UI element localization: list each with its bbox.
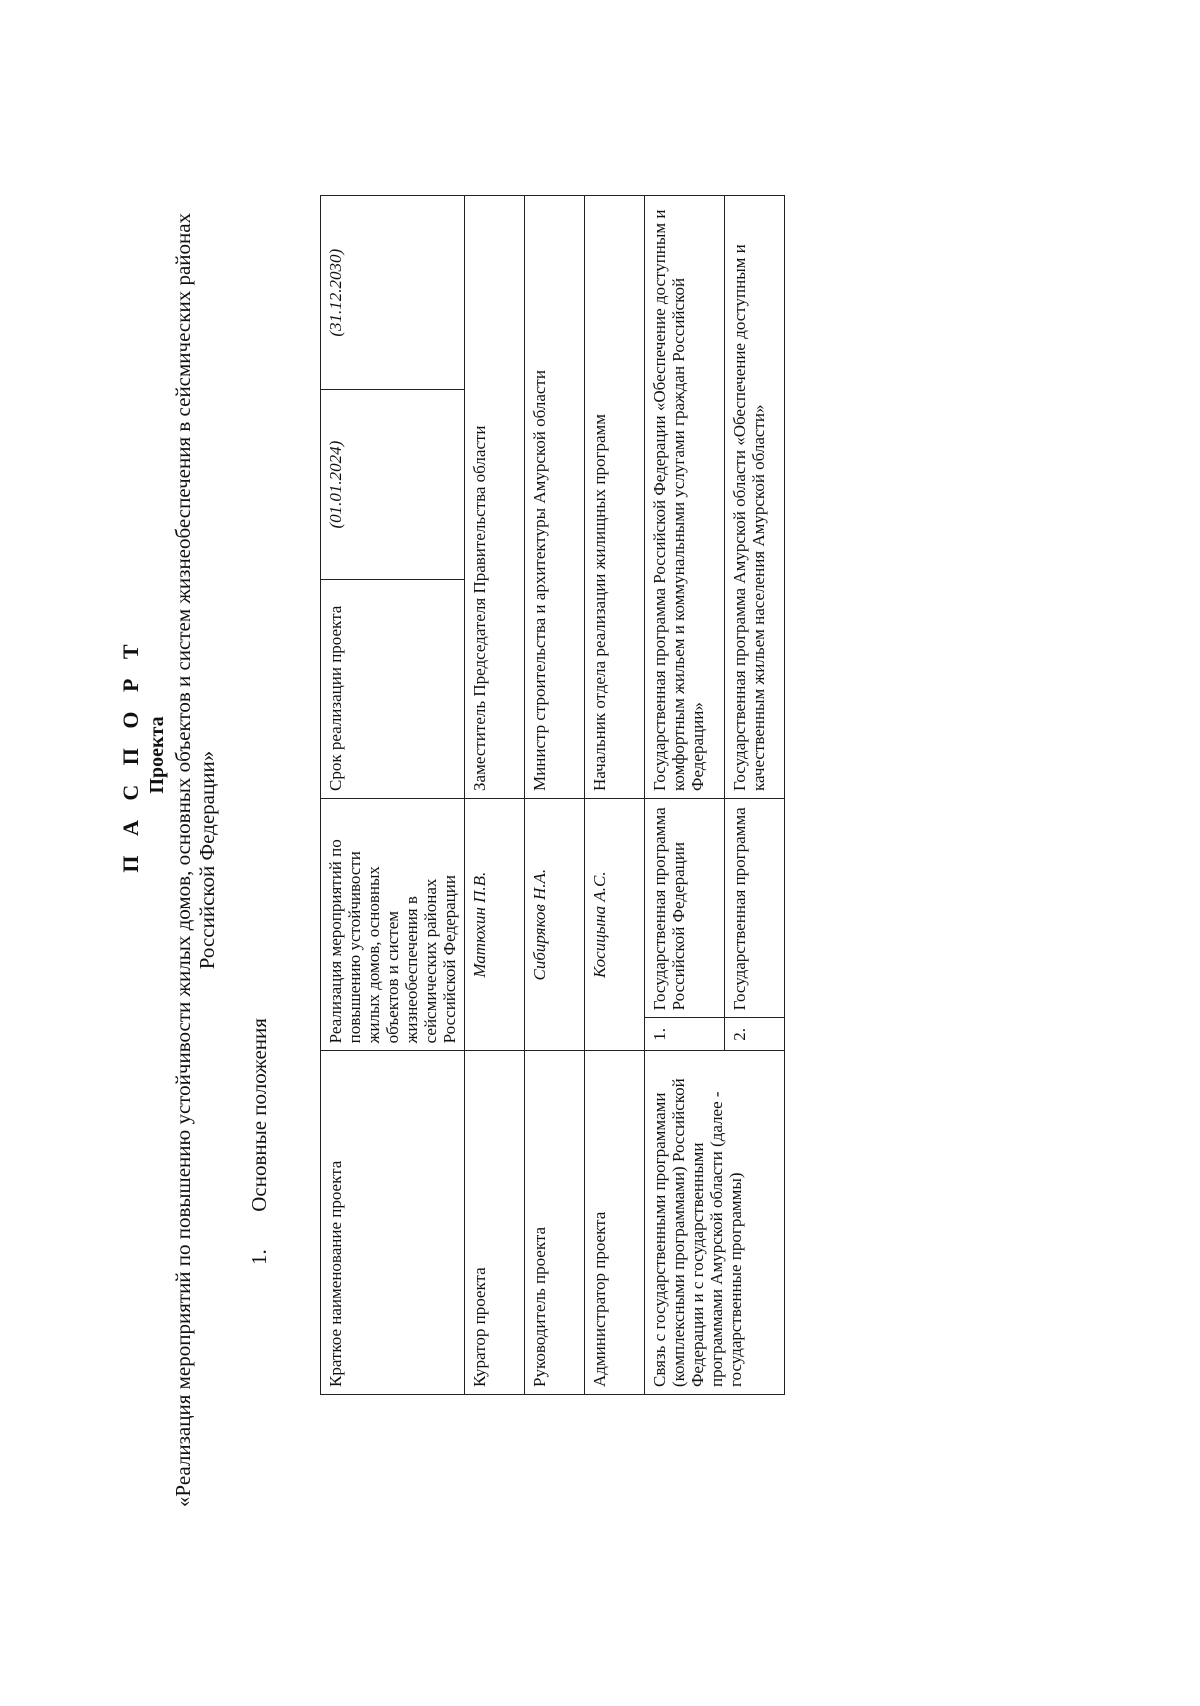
project-full-name: «Реализация мероприятий по повышению устойчивости жилых домов, основных объектов и систем жизнеобеспечения в сейсмических районах Российской Федерации» (171, 212, 219, 1508)
section-heading (247, 175, 272, 1265)
section-title: Основные положения (247, 1018, 271, 1212)
passport-table (320, 195, 785, 1395)
short-name-value: Реализация мероприятий по повышению устойчивости жилых домов, основных объектов и систем жизнеобеспечения в сейсмических районах Российской Федерации (321, 798, 465, 1050)
admin-position: Начальник отдела реализации жилищных программ (585, 196, 645, 799)
head-label: Руководитель проекта (525, 1051, 585, 1395)
curator-name: Матюхин П.В. (465, 798, 525, 1050)
program-type: Государственная программа Российской Федерации (645, 798, 725, 1017)
term-start: (01.01.2024) (321, 390, 465, 579)
document-title: П А С П О Р Т (118, 637, 143, 873)
curator-label: Куратор проекта (465, 1051, 525, 1395)
program-link-label: Связь с государственными программами (комплексными программами) Российской Федерации и с государственными программами Амурской области (далее - государственные программы) (645, 1051, 785, 1395)
term-label: Срок реализации проекта (321, 579, 465, 798)
term-end: (31.12.2030) (321, 196, 465, 390)
head-name: Сибиряков Н.А. (525, 798, 585, 1050)
short-name-label: Краткое наименование проекта (321, 1051, 465, 1395)
table-row-curator (465, 196, 525, 1395)
table-row-short-name (321, 196, 465, 1395)
table-row-admin (585, 196, 645, 1395)
curator-position: Заместитель Председателя Правительства области (465, 196, 525, 799)
program-name: Государственная программа Российской Федерации «Обеспечение доступным и комфортным жильем и коммунальными услугами граждан Российской Федерации» (645, 196, 725, 799)
program-name: Государственная программа Амурской области «Обеспечение доступным и качественным жильем населения Амурской области» (725, 196, 785, 799)
program-number: 1. (645, 1018, 725, 1051)
document-header (118, 175, 219, 1545)
section-number: 1. (247, 1249, 271, 1265)
program-number: 2. (725, 1018, 785, 1051)
program-type: Государственная программа (725, 798, 785, 1017)
document-subtitle: Проекта (146, 716, 168, 794)
rotated-page-content (118, 175, 778, 1545)
admin-name: Косицына А.С. (585, 798, 645, 1050)
table-row-program-1 (645, 196, 725, 1395)
head-position: Министр строительства и архитектуры Амурской области (525, 196, 585, 799)
table-row-head (525, 196, 585, 1395)
admin-label: Администратор проекта (585, 1051, 645, 1395)
